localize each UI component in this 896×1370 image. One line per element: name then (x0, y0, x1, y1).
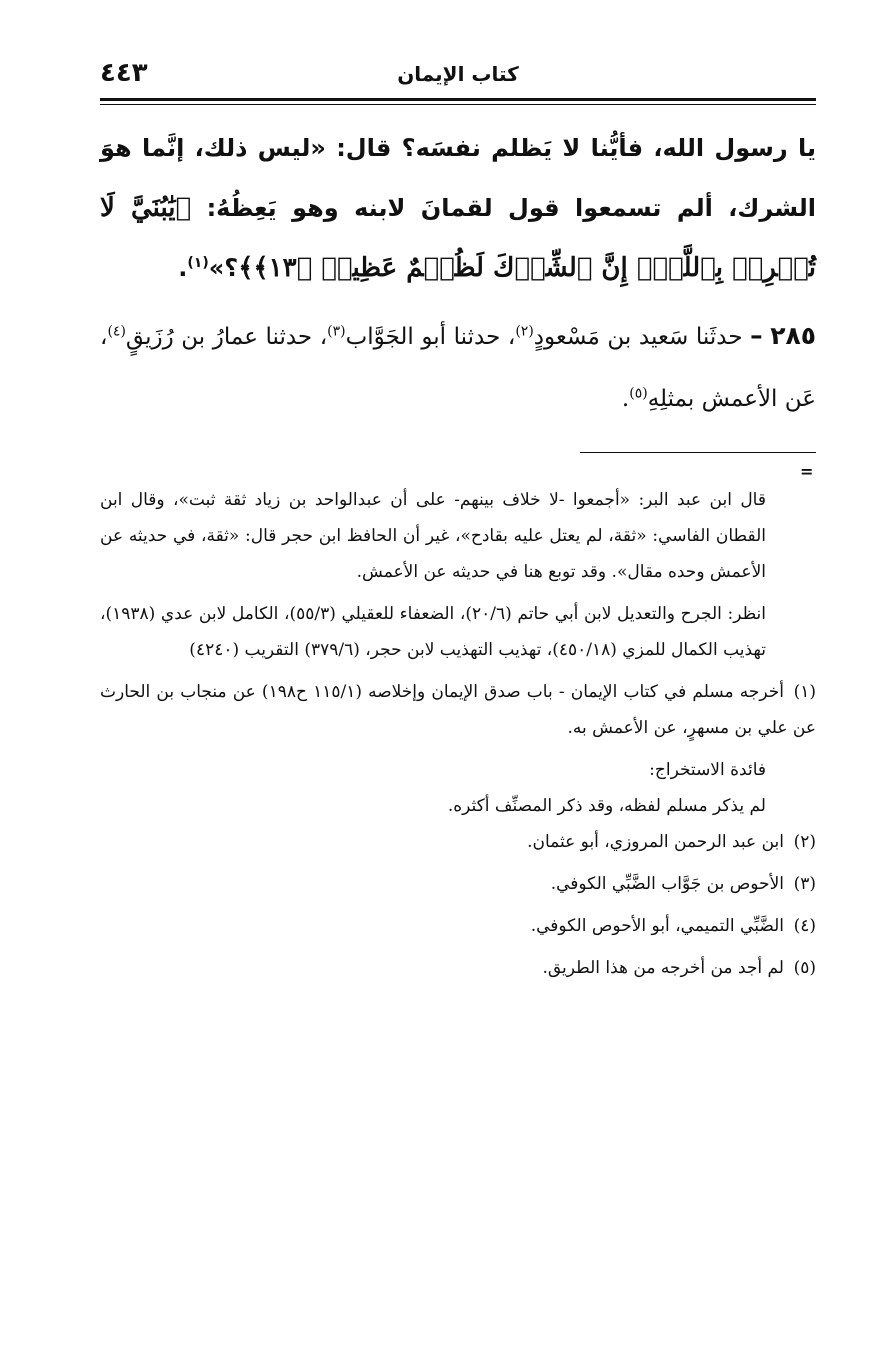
hadith-text-b: ، حدثنا أبو الجَوَّاب (345, 324, 516, 350)
main-line-3: ؟» (208, 254, 239, 282)
footnote-separator (580, 452, 816, 453)
footnote-1 (100, 674, 816, 746)
hadith-text-c: ، حدثنا عمارُ بن رُزَيقٍ (125, 324, 328, 350)
footnote-text: الضَّبِّي التميمي، أبو الأحوص الكوفي. (530, 916, 784, 936)
page-number: ٤٤٣ (100, 58, 148, 88)
footnote-ref-2[interactable]: (٢) (515, 323, 534, 340)
footnote-number: (٣) (793, 874, 816, 894)
footnote-number: (٥) (793, 958, 816, 978)
footnote-ref-4[interactable]: (٤) (107, 323, 126, 340)
footnote-continuation-1: قال ابن عبد البر: «أجمعوا -لا خلاف بينهم- على أن عبدالواحد بن زياد ثقة ثبت»، وقال ابن القطان الفاسي: «ثقة، لم يعتل عليه بقادح»، غير أن الحافظ ابن حجر قال: «ثقة، في حديثه عن الأعمش وحده مقال». وقد توبع هنا في حديثه عن الأعمش. (100, 490, 766, 582)
footnote-1-subtext: لم يذكر مسلم لفظه، وقد ذكر المصنِّف أكثره. (447, 796, 766, 816)
footnote-ref-1[interactable]: (١) (187, 255, 209, 271)
hadith-text-a: حدثَنا سَعيد بن مَسْعودٍ (533, 324, 743, 350)
footnote-number: (٢) (793, 832, 816, 852)
hadith-285 (100, 305, 816, 430)
main-text (100, 118, 816, 298)
footnote-text: أخرجه مسلم في كتاب الإيمان - باب صدق الإيمان وإخلاصه (١١٥/١ ح١٩٨) عن منجاب بن الحارث عن علي بن مسهرٍ، عن الأعمش به. (100, 682, 816, 738)
continuation-mark: = (800, 462, 814, 481)
hadith-number: ٢٨٥ (770, 321, 817, 350)
running-title: كتاب الإيمان (397, 62, 519, 86)
footnote-number: (٤) (793, 916, 816, 936)
page-header (100, 58, 816, 98)
quran-verse: ﴿يَٰبُنَيَّ لَا تُشۡرِكۡ بِٱللَّهِۖ إِنَّ ٱلشِّرۡكَ لَظُلۡمٌ عَظِيمٞ ﴿١٣﴾﴾ (100, 193, 816, 283)
footnote-4 (100, 908, 816, 944)
footnote-text: الأحوص بن جَوَّاب الضَّبِّي الكوفي. (550, 874, 784, 894)
hadith-text-d: ، عَن الأعمش بمثلِهِ (100, 324, 816, 412)
main-end: . (178, 254, 188, 282)
footnote-5 (100, 950, 816, 986)
footnote-2 (100, 824, 816, 860)
footnote-ref-3[interactable]: (٣) (327, 323, 346, 340)
main-line-1: يا رسول الله، فأيُّنا لا يَظلم نفسَه؟ قال: «ليس ذلك، إنَّما هوَ الشرك، (100, 134, 816, 222)
footnote-1-subtitle: فائدة الاستخراج: (649, 760, 766, 780)
hadith-end: . (621, 386, 630, 412)
header-rule-thin (100, 104, 816, 105)
footnote-continuation-2: انظر: الجرح والتعديل لابن أبي حاتم (٢٠/٦)، الضعفاء للعقيلي (٥٥/٣)، الكامل لابن عدي (١٩٣٨)، تهذيب الكمال للمزي (٤٥٠/١٨)، تهذيب التهذيب لابن حجر، (٣٧٩/٦) التقريب (٤٢٤٠) (100, 604, 766, 660)
hadith-dash: – (750, 321, 763, 350)
footnote-ref-5[interactable]: (٥) (629, 385, 648, 402)
hadith-paragraph (100, 305, 816, 430)
footnote-3 (100, 866, 816, 902)
main-paragraph (100, 118, 816, 298)
footnote-number: (١) (793, 682, 816, 702)
footnote-text: لم أجد من أخرجه من هذا الطريق. (542, 958, 784, 978)
footnotes (100, 482, 816, 992)
main-line-2: ألم تسمعوا قول لقمانَ لابنه وهو يَعِظُهُ: (206, 194, 713, 222)
footnote-text: ابن عبد الرحمن المروزي، أبو عثمان. (527, 832, 784, 852)
header-rule-thick (100, 98, 816, 101)
